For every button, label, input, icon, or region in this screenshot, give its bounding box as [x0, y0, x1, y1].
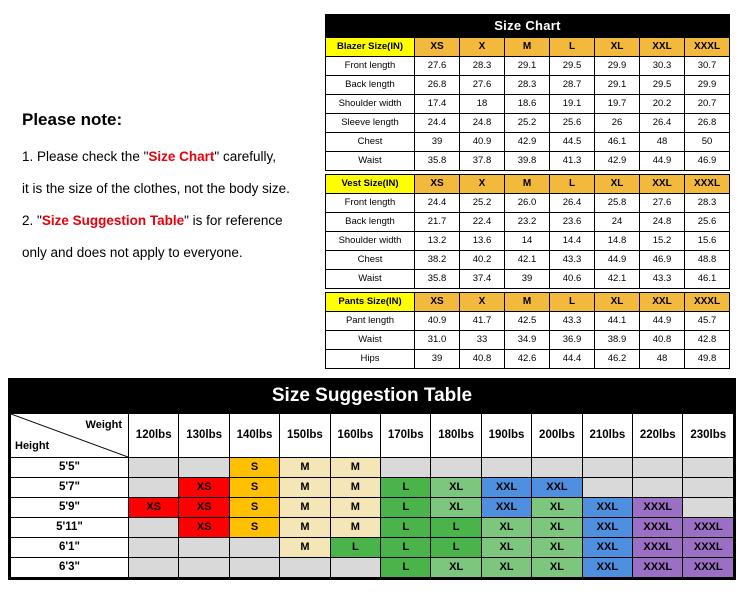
- size-header-XS: XS: [415, 293, 460, 312]
- size-cell-empty: [481, 458, 531, 478]
- size-cell-M: M: [280, 458, 330, 478]
- size-header-XL: XL: [595, 293, 640, 312]
- measure-cell: 46.9: [685, 152, 730, 171]
- note-2-post: " is for reference: [184, 213, 283, 228]
- size-header-L: L: [550, 175, 595, 194]
- size-cell-XXXL: XXXL: [633, 518, 683, 538]
- measure-cell: 25.2: [505, 114, 550, 133]
- measure-cell: 33: [460, 331, 505, 350]
- table-row: [326, 194, 730, 213]
- size-header-X: X: [460, 38, 505, 57]
- size-cell-XS: XS: [129, 498, 179, 518]
- table-row: [326, 133, 730, 152]
- size-chart: [325, 14, 730, 369]
- measure-cell: 27.6: [640, 194, 685, 213]
- measure-cell: 14.8: [595, 232, 640, 251]
- size-chart-section-0: [325, 37, 730, 171]
- measure-cell: 23.2: [505, 213, 550, 232]
- measure-cell: 22.4: [460, 213, 505, 232]
- measure-cell: 40.9: [460, 133, 505, 152]
- table-row: [326, 114, 730, 133]
- measure-cell: 18.6: [505, 95, 550, 114]
- row-label: Back length: [326, 213, 415, 232]
- measure-cell: 24.4: [415, 194, 460, 213]
- size-cell-XL: XL: [431, 478, 481, 498]
- measure-cell: 30.3: [640, 57, 685, 76]
- measure-cell: 43.3: [550, 251, 595, 270]
- measure-cell: 25.6: [550, 114, 595, 133]
- weight-header: 160lbs: [330, 414, 380, 458]
- size-cell-M: M: [280, 538, 330, 558]
- size-cell-empty: [683, 458, 734, 478]
- size-cell-S: S: [229, 498, 279, 518]
- measure-cell: 40.8: [640, 331, 685, 350]
- weight-header: 220lbs: [633, 414, 683, 458]
- size-cell-XXXL: XXXL: [633, 498, 683, 518]
- table-row: [326, 270, 730, 289]
- size-chart-section-2: [325, 292, 730, 369]
- table-row: [11, 538, 734, 558]
- size-cell-empty: [280, 558, 330, 578]
- size-cell-empty: [129, 538, 179, 558]
- size-cell-XS: XS: [179, 518, 229, 538]
- size-cell-empty: [129, 518, 179, 538]
- size-cell-XXXL: XXXL: [683, 558, 734, 578]
- table-row: [326, 312, 730, 331]
- measure-cell: 31.0: [415, 331, 460, 350]
- measure-cell: 24.8: [460, 114, 505, 133]
- measure-cell: 18: [460, 95, 505, 114]
- table-row: [11, 558, 734, 578]
- size-header-XL: XL: [595, 38, 640, 57]
- measure-cell: 27.6: [460, 76, 505, 95]
- size-cell-XL: XL: [532, 498, 582, 518]
- measure-cell: 40.6: [550, 270, 595, 289]
- size-cell-M: M: [280, 518, 330, 538]
- size-chart-category: Vest Size(IN): [326, 175, 415, 194]
- table-row: [326, 213, 730, 232]
- measure-cell: 44.9: [595, 251, 640, 270]
- size-header-XXL: XXL: [640, 293, 685, 312]
- size-cell-XXXL: XXXL: [633, 538, 683, 558]
- table-row: [11, 458, 734, 478]
- size-cell-L: L: [381, 498, 431, 518]
- table-row: [326, 95, 730, 114]
- measure-cell: 29.5: [640, 76, 685, 95]
- size-cell-L: L: [381, 518, 431, 538]
- size-cell-XS: XS: [179, 478, 229, 498]
- table-row: [326, 76, 730, 95]
- size-chart-category: Blazer Size(IN): [326, 38, 415, 57]
- measure-cell: 44.9: [640, 312, 685, 331]
- height-header: 5'11": [11, 518, 129, 538]
- size-header-M: M: [505, 293, 550, 312]
- measure-cell: 28.7: [550, 76, 595, 95]
- row-label: Waist: [326, 270, 415, 289]
- measure-cell: 38.2: [415, 251, 460, 270]
- size-cell-XXXL: XXXL: [633, 558, 683, 578]
- row-label: Back length: [326, 76, 415, 95]
- table-row: [11, 498, 734, 518]
- table-row: [11, 478, 734, 498]
- size-cell-empty: [129, 458, 179, 478]
- measure-cell: 48: [640, 133, 685, 152]
- measure-cell: 20.7: [685, 95, 730, 114]
- measure-cell: 49.8: [685, 350, 730, 369]
- measure-cell: 42.1: [595, 270, 640, 289]
- measure-cell: 13.6: [460, 232, 505, 251]
- height-header: 6'3": [11, 558, 129, 578]
- row-label: Waist: [326, 331, 415, 350]
- measure-cell: 19.1: [550, 95, 595, 114]
- measure-cell: 29.5: [550, 57, 595, 76]
- measure-cell: 21.7: [415, 213, 460, 232]
- row-label: Front length: [326, 194, 415, 213]
- note-item-2: [22, 212, 322, 229]
- measure-cell: 28.3: [685, 194, 730, 213]
- table-row: [326, 251, 730, 270]
- row-label: Front length: [326, 57, 415, 76]
- measure-cell: 46.1: [685, 270, 730, 289]
- size-cell-S: S: [229, 478, 279, 498]
- size-header-XXXL: XXXL: [685, 175, 730, 194]
- size-cell-XXL: XXL: [481, 478, 531, 498]
- note-2-pre: 2. ": [22, 213, 42, 228]
- size-cell-L: L: [381, 538, 431, 558]
- size-cell-empty: [381, 458, 431, 478]
- size-cell-empty: [582, 478, 632, 498]
- measure-cell: 27.6: [415, 57, 460, 76]
- size-cell-empty: [179, 558, 229, 578]
- measure-cell: 29.9: [595, 57, 640, 76]
- height-header: 5'7": [11, 478, 129, 498]
- size-cell-M: M: [330, 478, 380, 498]
- size-cell-XXXL: XXXL: [683, 538, 734, 558]
- note-1-post: " carefully,: [214, 149, 276, 164]
- measure-cell: 28.3: [505, 76, 550, 95]
- measure-cell: 35.8: [415, 152, 460, 171]
- size-cell-XL: XL: [532, 538, 582, 558]
- size-header-XXXL: XXXL: [685, 293, 730, 312]
- measure-cell: 42.9: [505, 133, 550, 152]
- size-cell-empty: [229, 538, 279, 558]
- measure-cell: 19.7: [595, 95, 640, 114]
- measure-cell: 15.2: [640, 232, 685, 251]
- table-row: [326, 152, 730, 171]
- measure-cell: 42.9: [595, 152, 640, 171]
- table-row: [326, 350, 730, 369]
- measure-cell: 43.3: [640, 270, 685, 289]
- measure-cell: 24.8: [640, 213, 685, 232]
- note-item-1: [22, 148, 322, 165]
- weight-axis-label: Weight: [85, 419, 122, 431]
- measure-cell: 26.8: [415, 76, 460, 95]
- measure-cell: 40.9: [415, 312, 460, 331]
- size-header-L: L: [550, 38, 595, 57]
- measure-cell: 35.8: [415, 270, 460, 289]
- row-label: Shoulder width: [326, 232, 415, 251]
- size-header-XXL: XXL: [640, 38, 685, 57]
- height-header: 6'1": [11, 538, 129, 558]
- weight-header: 230lbs: [683, 414, 734, 458]
- measure-cell: 29.9: [685, 76, 730, 95]
- measure-cell: 29.1: [595, 76, 640, 95]
- measure-cell: 45.7: [685, 312, 730, 331]
- measure-cell: 28.3: [460, 57, 505, 76]
- note-title: Please note:: [22, 110, 123, 129]
- measure-cell: 26.4: [640, 114, 685, 133]
- table-row: [326, 57, 730, 76]
- measure-cell: 50: [685, 133, 730, 152]
- weight-header: 190lbs: [481, 414, 531, 458]
- measure-cell: 46.2: [595, 350, 640, 369]
- measure-cell: 25.2: [460, 194, 505, 213]
- size-cell-XL: XL: [532, 518, 582, 538]
- size-cell-empty: [129, 558, 179, 578]
- measure-cell: 38.9: [595, 331, 640, 350]
- measure-cell: 48: [640, 350, 685, 369]
- size-cell-XXL: XXL: [582, 498, 632, 518]
- table-row: [326, 293, 730, 312]
- row-label: Chest: [326, 251, 415, 270]
- measure-cell: 42.5: [505, 312, 550, 331]
- size-header-L: L: [550, 293, 595, 312]
- weight-header: 130lbs: [179, 414, 229, 458]
- size-cell-L: L: [381, 478, 431, 498]
- measure-cell: 15.6: [685, 232, 730, 251]
- size-cell-XXL: XXL: [532, 478, 582, 498]
- size-cell-M: M: [330, 498, 380, 518]
- size-chart-category: Pants Size(IN): [326, 293, 415, 312]
- note-1-pre: 1. Please check the ": [22, 149, 149, 164]
- size-header-M: M: [505, 175, 550, 194]
- height-axis-label: Height: [15, 440, 50, 452]
- measure-cell: 17.4: [415, 95, 460, 114]
- size-chart-title: Size Chart: [325, 14, 730, 37]
- measure-cell: 37.4: [460, 270, 505, 289]
- height-weight-corner: [11, 414, 129, 458]
- size-cell-empty: [532, 458, 582, 478]
- size-cell-L: L: [381, 558, 431, 578]
- size-cell-XL: XL: [532, 558, 582, 578]
- note-item-1b: it is the size of the clothes, not the body size.: [22, 181, 290, 196]
- size-cell-XL: XL: [431, 558, 481, 578]
- size-cell-XXL: XXL: [582, 538, 632, 558]
- size-cell-L: L: [431, 538, 481, 558]
- weight-header: 150lbs: [280, 414, 330, 458]
- weight-header: 180lbs: [431, 414, 481, 458]
- weight-header: 170lbs: [381, 414, 431, 458]
- measure-cell: 41.7: [460, 312, 505, 331]
- measure-cell: 37.8: [460, 152, 505, 171]
- size-cell-S: S: [229, 458, 279, 478]
- height-header: 5'9": [11, 498, 129, 518]
- measure-cell: 44.1: [595, 312, 640, 331]
- measure-cell: 26: [595, 114, 640, 133]
- row-label: Chest: [326, 133, 415, 152]
- note-item-2b: only and does not apply to everyone.: [22, 245, 243, 260]
- measure-cell: 26.8: [685, 114, 730, 133]
- suggestion-table-title: Size Suggestion Table: [10, 380, 734, 413]
- measure-cell: 24: [595, 213, 640, 232]
- weight-header: 210lbs: [582, 414, 632, 458]
- weight-header: 120lbs: [129, 414, 179, 458]
- size-header-XXXL: XXXL: [685, 38, 730, 57]
- measure-cell: 43.3: [550, 312, 595, 331]
- measure-cell: 26.0: [505, 194, 550, 213]
- row-label: Waist: [326, 152, 415, 171]
- size-cell-empty: [683, 498, 734, 518]
- size-cell-M: M: [280, 498, 330, 518]
- size-cell-L: L: [330, 538, 380, 558]
- table-row: [326, 232, 730, 251]
- size-cell-empty: [179, 458, 229, 478]
- size-cell-empty: [582, 458, 632, 478]
- size-cell-XL: XL: [481, 518, 531, 538]
- size-cell-M: M: [330, 458, 380, 478]
- size-cell-empty: [633, 478, 683, 498]
- table-row: [11, 414, 734, 458]
- measure-cell: 23.6: [550, 213, 595, 232]
- measure-cell: 46.9: [640, 251, 685, 270]
- size-cell-XS: XS: [179, 498, 229, 518]
- size-cell-empty: [179, 538, 229, 558]
- measure-cell: 44.4: [550, 350, 595, 369]
- measure-cell: 39.8: [505, 152, 550, 171]
- measure-cell: 14: [505, 232, 550, 251]
- size-cell-empty: [229, 558, 279, 578]
- size-suggestion-table: [8, 378, 736, 580]
- size-header-XL: XL: [595, 175, 640, 194]
- note-2-highlight: Size Suggestion Table: [41, 213, 185, 228]
- note-1-highlight: Size Chart: [148, 149, 215, 164]
- size-cell-M: M: [330, 518, 380, 538]
- size-cell-XXL: XXL: [582, 518, 632, 538]
- measure-cell: 40.2: [460, 251, 505, 270]
- measure-cell: 36.9: [550, 331, 595, 350]
- table-row: [326, 38, 730, 57]
- measure-cell: 44.9: [640, 152, 685, 171]
- size-header-M: M: [505, 38, 550, 57]
- measure-cell: 29.1: [505, 57, 550, 76]
- measure-cell: 39: [415, 350, 460, 369]
- measure-cell: 25.6: [685, 213, 730, 232]
- size-header-X: X: [460, 175, 505, 194]
- measure-cell: 39: [415, 133, 460, 152]
- size-cell-L: L: [431, 518, 481, 538]
- measure-cell: 46.1: [595, 133, 640, 152]
- size-header-XXL: XXL: [640, 175, 685, 194]
- height-header: 5'5": [11, 458, 129, 478]
- measure-cell: 14.4: [550, 232, 595, 251]
- measure-cell: 41.3: [550, 152, 595, 171]
- row-label: Hips: [326, 350, 415, 369]
- row-label: Shoulder width: [326, 95, 415, 114]
- size-cell-XL: XL: [481, 538, 531, 558]
- measure-cell: 20.2: [640, 95, 685, 114]
- suggestion-grid: [10, 413, 734, 578]
- size-cell-empty: [129, 478, 179, 498]
- measure-cell: 39: [505, 270, 550, 289]
- table-row: [326, 175, 730, 194]
- weight-header: 140lbs: [229, 414, 279, 458]
- measure-cell: 13.2: [415, 232, 460, 251]
- measure-cell: 26.4: [550, 194, 595, 213]
- size-cell-S: S: [229, 518, 279, 538]
- table-row: [326, 331, 730, 350]
- size-cell-empty: [330, 558, 380, 578]
- row-label: Sleeve length: [326, 114, 415, 133]
- size-cell-XXXL: XXXL: [683, 518, 734, 538]
- size-chart-section-1: [325, 174, 730, 289]
- size-cell-XL: XL: [431, 498, 481, 518]
- size-header-X: X: [460, 293, 505, 312]
- size-cell-XXL: XXL: [481, 498, 531, 518]
- measure-cell: 34.9: [505, 331, 550, 350]
- measure-cell: 40.8: [460, 350, 505, 369]
- measure-cell: 42.1: [505, 251, 550, 270]
- measure-cell: 24.4: [415, 114, 460, 133]
- measure-cell: 25.8: [595, 194, 640, 213]
- size-header-XS: XS: [415, 175, 460, 194]
- table-row: [11, 518, 734, 538]
- please-note-block: [22, 110, 322, 276]
- measure-cell: 30.7: [685, 57, 730, 76]
- measure-cell: 44.5: [550, 133, 595, 152]
- size-cell-M: M: [280, 478, 330, 498]
- measure-cell: 42.8: [685, 331, 730, 350]
- size-cell-empty: [431, 458, 481, 478]
- size-cell-XL: XL: [481, 558, 531, 578]
- measure-cell: 42.6: [505, 350, 550, 369]
- measure-cell: 48.8: [685, 251, 730, 270]
- size-cell-XXL: XXL: [582, 558, 632, 578]
- row-label: Pant length: [326, 312, 415, 331]
- size-cell-empty: [683, 478, 734, 498]
- size-header-XS: XS: [415, 38, 460, 57]
- weight-header: 200lbs: [532, 414, 582, 458]
- size-cell-empty: [633, 458, 683, 478]
